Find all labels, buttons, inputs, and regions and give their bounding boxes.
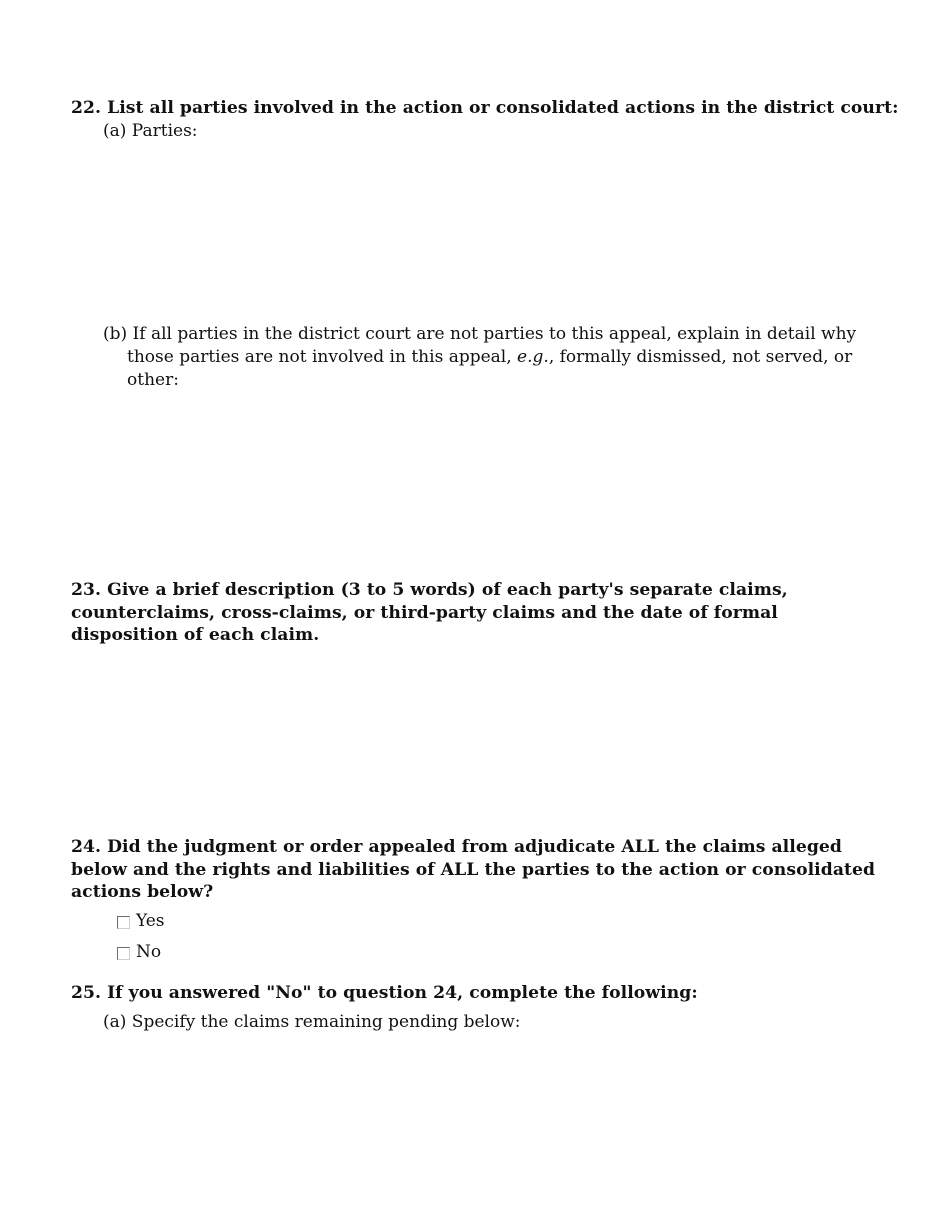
question-22b-text <box>103 323 887 392</box>
question-22a-label: (a) Parties: <box>103 121 198 141</box>
question-22b-prefix: (b) If all parties in the district court are not parties to this appeal, explain in detail why those parties are not involved in this appeal, <box>103 324 857 367</box>
question-24-heading: 24. Did the judgment or order appealed from adjudicate ALL the claims alleged below and the rights and liabilities of ALL the parties to the action or consolidated actions below? <box>71 837 876 902</box>
question-22b-suffix: , formally dismissed, not served, or other: <box>127 347 853 390</box>
no-checkbox[interactable] <box>117 947 130 960</box>
question-25-heading: 25. If you answered "No" to question 24, complete the following: <box>71 983 698 1003</box>
yes-checkbox[interactable] <box>117 916 130 929</box>
question-22b-italic: e.g. <box>517 347 549 367</box>
question-22-heading: 22. List all parties involved in the action or consolidated actions in the district court: <box>71 98 899 118</box>
question-25a-label: (a) Specify the claims remaining pending below: <box>103 1012 521 1032</box>
yes-label: Yes <box>136 911 165 931</box>
no-label: No <box>136 942 162 962</box>
question-23-heading: 23. Give a brief description (3 to 5 words) of each party's separate claims, counterclaims, cross-claims, or third-party claims and the date of formal disposition of each claim. <box>71 580 788 645</box>
answer-yes-option[interactable] <box>117 911 165 931</box>
answer-no-option[interactable] <box>117 942 161 962</box>
